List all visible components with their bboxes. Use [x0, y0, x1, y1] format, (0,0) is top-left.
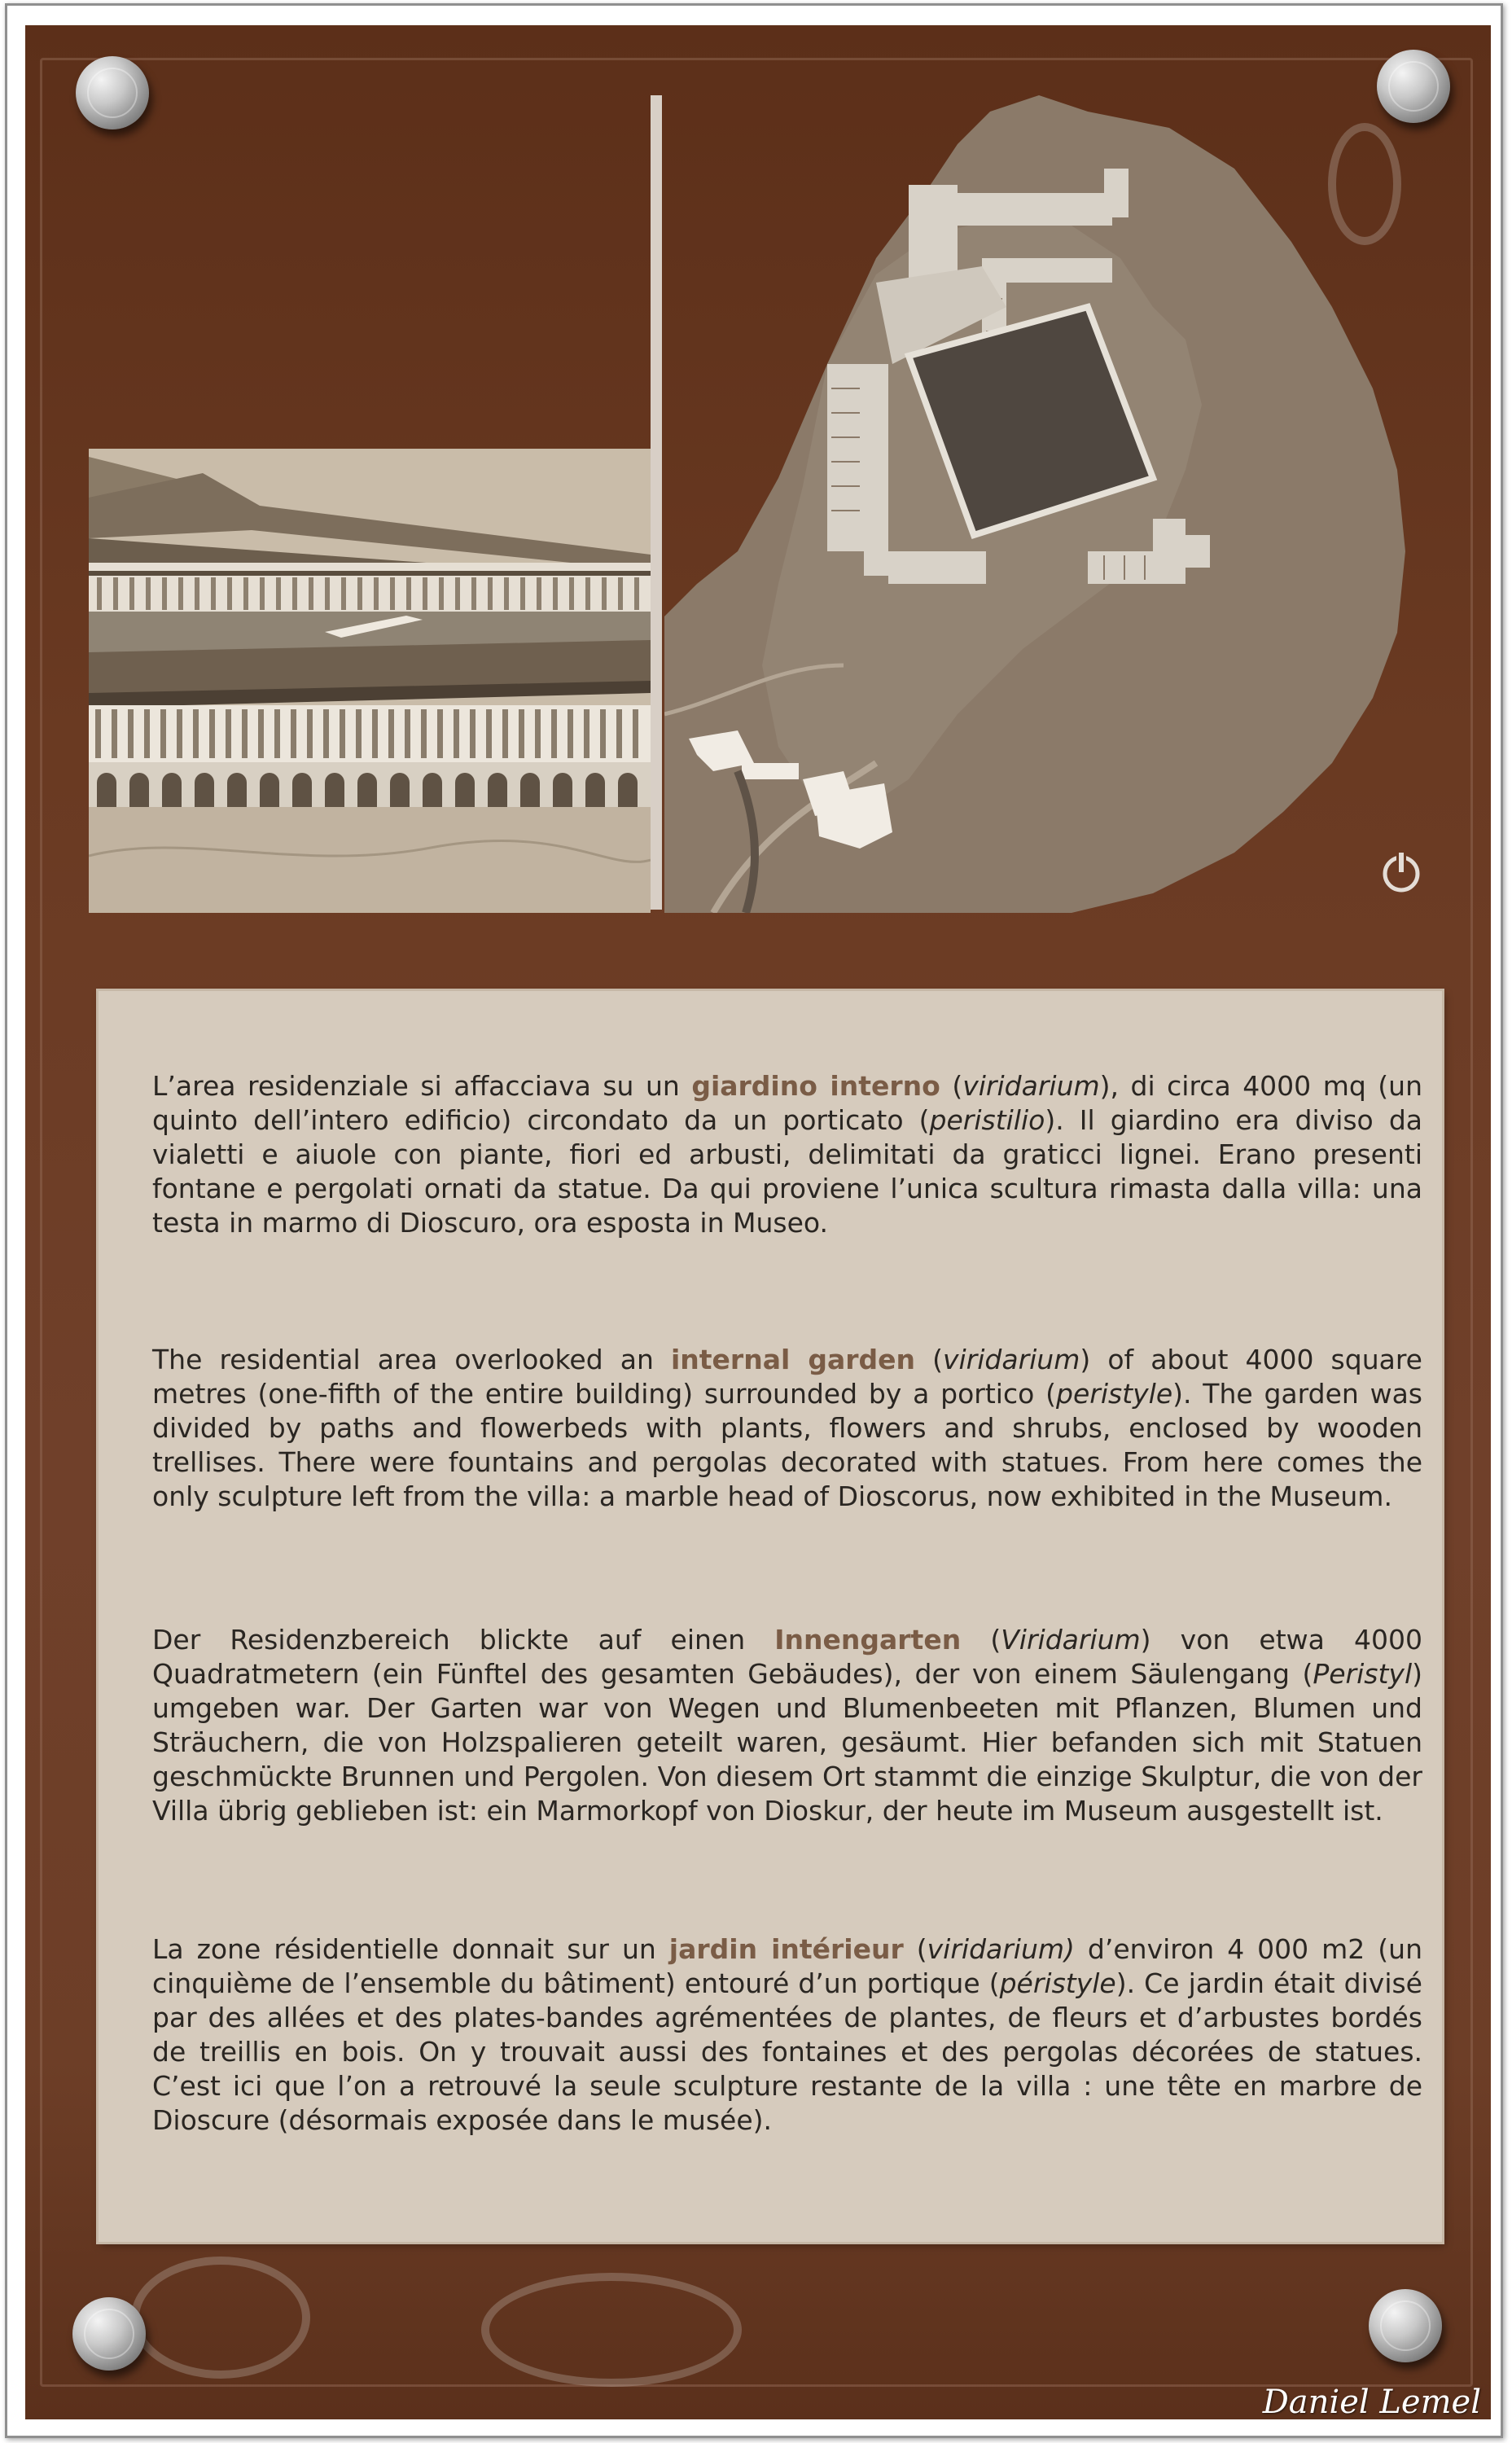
mounting-bolt [76, 56, 149, 129]
paragraph-german [152, 1623, 1422, 1828]
latin-term: viridarium [962, 1070, 1100, 1102]
highlight-term: jardin intérieur [668, 1933, 904, 1965]
acrylic-smudge [131, 2257, 310, 2379]
latin-term: peristyle [1056, 1378, 1173, 1410]
paragraph-text: ). The garden was divided by paths and flowerbeds with plants, flowers and shrubs, enclosed by wooden trellises. There were fountains and pergolas decorated with statues. From here comes the only sculpture left from the villa: a marble head of Dioscorus, now exhibited in the Museum. [152, 1378, 1423, 1512]
paragraph-text: ( [915, 1344, 943, 1375]
paragraph-text: ) umgeben war. Der Garten war von Wegen und Blumenbeeten mit Pflanzen, Blumen und Sträuchern, die von Holzspalieren geteilt waren, gesäumt. Hier befanden sich mit Statuen geschmückte Brunnen und Pergolen. Von diesem Ort stammt die einzige Skulptur, die von der Villa übrig geblieben ist: ein Marmorkopf von Dioskur, der heute im Museum ausgestellt ist. [152, 1658, 1422, 1827]
paragraph-french [152, 1932, 1422, 2138]
mounting-bolt [1369, 2289, 1442, 2362]
paragraph-english [152, 1343, 1422, 1514]
paragraph-text: The residential area overlooked an [152, 1344, 671, 1375]
paragraph-text: ( [961, 1624, 1001, 1656]
paragraph-text: ), di circa 4000 mq (un quinto dell’intero edificio) circondato da un porticato ( [152, 1070, 1423, 1136]
highlight-term: internal garden [670, 1344, 916, 1375]
paragraph-text: Der Residenzbereich blickte auf einen [152, 1624, 775, 1656]
paragraph-text: ( [940, 1070, 963, 1102]
latin-term: péristyle [999, 1967, 1116, 1999]
paragraph-italian [152, 1069, 1422, 1240]
reconstruction-render [89, 449, 651, 913]
mounting-bolt [1377, 50, 1450, 123]
latin-term: peristilio [929, 1104, 1045, 1136]
divider-bar [651, 95, 662, 910]
paragraph-text: d’environ 4 000 m2 (un cinquième de l’ensemble du bâtiment) entouré d’un portique ( [152, 1933, 1422, 1999]
latin-term: viridarium [942, 1344, 1080, 1375]
mounting-bolt [72, 2297, 146, 2371]
photographer-signature: Daniel Lemel [1262, 2384, 1481, 2421]
site-map-drawing [664, 95, 1413, 913]
latin-term: Viridarium [1001, 1624, 1141, 1656]
paragraph-text: L’area residenziale si affacciava su un [152, 1070, 692, 1102]
acrylic-smudge [1328, 123, 1401, 245]
latin-term: viridarium) [927, 1933, 1075, 1965]
latin-term: Peristyl [1313, 1658, 1413, 1690]
reconstruction-drawing [89, 449, 651, 913]
highlight-term: giardino interno [691, 1070, 940, 1102]
photo-frame [5, 3, 1503, 2438]
paragraph-text: ). Ce jardin était divisé par des allées et des plates-bandes agrémentées de plantes, de fleurs et d’arbustes bordés de treillis en bois. On y trouvait aussi des fontaines et des pergolas décorées de statues. C’est ici que l’on a retrouvé la seule sculpture restante de la villa : une tête en marbre de Dioscure (désormais exposée dans le musée). [152, 1967, 1422, 2136]
highlight-term: Innengarten [774, 1624, 962, 1656]
power-icon [1377, 848, 1426, 897]
text-board [99, 991, 1442, 2242]
paragraph-text: ) von etwa 4000 Quadratmetern (ein Fünftel des gesamten Gebäudes), der von einem Säulengang ( [152, 1624, 1422, 1690]
paragraph-text: ). Il giardino era diviso da vialetti e aiuole con piante, fiori ed arbusti, delimitati da graticci lignei. Erano presenti fontane e pergolati ornati da statue. Da qui proviene l’unica scultura rimasta dalla villa: una testa in marmo di Dioscuro, ora esposta in Museo. [152, 1104, 1422, 1239]
paragraph-text: ) of about 4000 square metres (one-fifth of the entire building) surrounded by a portico ( [152, 1344, 1422, 1410]
paragraph-text: La zone résidentielle donnait sur un [152, 1933, 669, 1965]
paragraph-text: ( [903, 1933, 927, 1965]
sign-panel [25, 25, 1491, 2419]
site-map [664, 95, 1413, 913]
acrylic-smudge [481, 2273, 742, 2387]
